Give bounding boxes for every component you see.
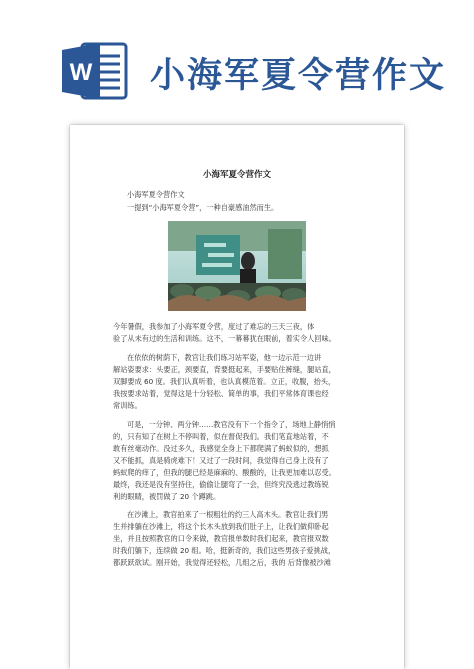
body-line: 常训练。 xyxy=(113,401,142,410)
body-line: 的，只有知了在树上不停叫着，似在督促我们。我们笔直地站着，不 xyxy=(113,432,329,441)
word-icon-letter: W xyxy=(69,59,93,86)
body-line: 一提到“小海军夏令营”，一种自豪感油然而生。 xyxy=(127,203,279,212)
body-line: 在依依的树荫下，教官让我们练习站军姿，他一边示范一边讲 xyxy=(127,353,322,362)
word-icon xyxy=(62,40,128,102)
body-line: 利的眼睛，被罚做了 20 个蹲跳。 xyxy=(113,492,221,501)
body-line: 都跃跃欲试。刚开始，我觉得还轻松，几组之后，我的 后背像被沙滩 xyxy=(113,558,331,567)
body-line: 坐，并且按照教官的口令来做，教官报单数时我们起来，教官报双数 xyxy=(113,534,329,543)
body-line: 小海军夏令营作文 xyxy=(127,190,185,199)
body-line: 敢有丝毫动作。没过多久，我感觉全身上下都爬满了蚂蚁似的，想抓 xyxy=(113,444,329,453)
document-title: 小海军夏令营作文 xyxy=(202,170,271,180)
body-line: 蚂蚁爬的痒了，但我的腿已经是麻麻的、酸酸的，让我更加难以忍受。 xyxy=(113,468,336,477)
body-line: 今年暑假，我参加了小海军夏令营，度过了难忘的三天三夜，体 xyxy=(113,322,315,331)
document-page xyxy=(70,125,404,669)
body-line: 我按要求站着，觉得这是十分轻松、简单的事，我们平常体育课也经 xyxy=(113,389,329,398)
banner-header xyxy=(0,0,474,120)
body-line: 时我们躺下，连续做 20 组。哈，挺新奇的，我们这些男孩子爱挑战， xyxy=(113,546,336,555)
body-line: 生并排躺在沙滩上，将这个长木头放到我们肚子上，让我们做仰卧起 xyxy=(113,522,329,531)
article-photo xyxy=(168,221,306,311)
body-line: 可是，一分钟、两分钟……教官没有下一个指令了，场地上静悄悄 xyxy=(127,420,336,429)
page-title: 小海军夏令营作文 xyxy=(150,56,447,96)
body-line: 在沙滩上，教官拍来了一根粗壮的约三人高木头。教官让我们男 xyxy=(127,510,329,519)
photo-image xyxy=(168,221,306,311)
body-line: 又不能抓，真是骑虎难下！又过了一段时间，我觉得自己身上没有了 xyxy=(113,456,329,465)
body-line: 验了从未有过的生活和训练。这不，一幕幕犹在眼前，着实令人回味。 xyxy=(113,334,336,343)
body-line: 双脚要成 60 度。我们认真听着，也认真模范着。立正，收腹，抬头， xyxy=(113,377,336,386)
body-line: 最终，我还是没有坚持住，偷偷让腿弯了一会，但终究没逃过教练锐 xyxy=(113,480,329,489)
body-line: 解站姿要求：头要正，颈要直，背要挺起来，手要贴住裤缝，腿站直， xyxy=(113,365,336,374)
